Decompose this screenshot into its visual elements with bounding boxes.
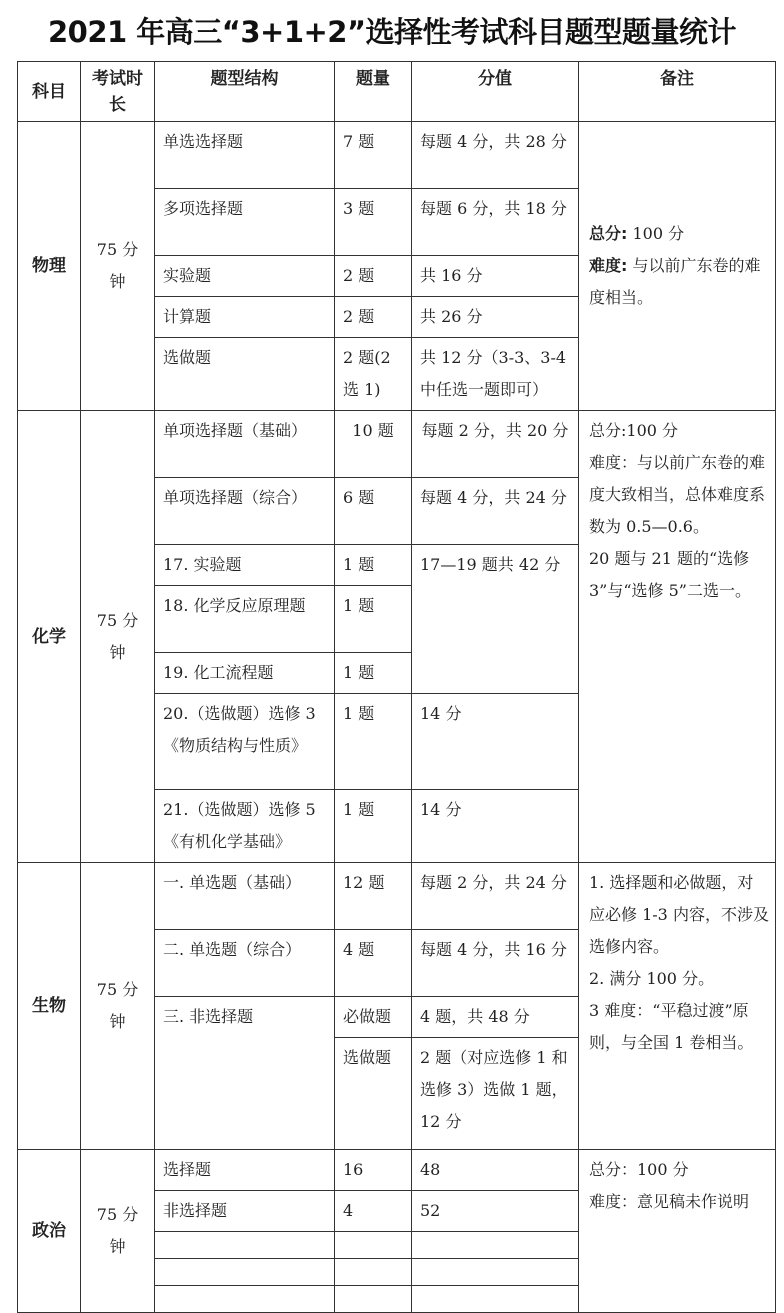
- total-value: 100 分: [627, 224, 685, 243]
- question-score: 2 题（对应选修 1 和选修 3）选做 1 题，12 分: [412, 1038, 579, 1150]
- question-count: 1 题: [335, 586, 412, 653]
- question-count: 7 题: [335, 122, 412, 189]
- notes-politics: [579, 1150, 776, 1313]
- question-score: 共 26 分: [412, 297, 579, 338]
- question-score: 48: [412, 1150, 579, 1191]
- notes-biology: [579, 863, 776, 1150]
- question-type: 二. 单选题（综合）: [155, 930, 335, 997]
- difficulty-value: 与以前广东卷的难度相当。: [589, 256, 761, 307]
- question-count: 2 题(2选 1): [335, 338, 412, 411]
- question-count: 4: [335, 1191, 412, 1232]
- question-score: 14 分: [412, 694, 579, 790]
- header-score: 分值: [412, 62, 579, 122]
- header-row: [18, 62, 776, 122]
- question-type: 一. 单选题（基础）: [155, 863, 335, 930]
- notes-text: 总分：100 分 难度：意见稿未作说明: [589, 1160, 750, 1211]
- question-count: 1 题: [335, 653, 412, 694]
- question-count: 1 题: [335, 694, 412, 790]
- notes-text: 1. 选择题和必做题，对应必修 1-3 内容，不涉及选修内容。 2. 满分 100 分。 3 难度：“平稳过渡”原则，与全国 1 卷相当。: [589, 873, 769, 1052]
- notes-chemistry: [579, 411, 776, 863]
- question-count: 10 题: [335, 411, 412, 478]
- question-type: 选择题: [155, 1150, 335, 1191]
- header-count: 题量: [335, 62, 412, 122]
- question-score: 每题 2 分，共 20 分: [412, 411, 579, 478]
- header-notes: 备注: [579, 62, 776, 122]
- question-type: 19. 化工流程题: [155, 653, 335, 694]
- table-row: [18, 863, 776, 930]
- question-type: 单项选择题（基础）: [155, 411, 335, 478]
- header-subject: 科目: [18, 62, 81, 122]
- header-duration: 考试时长: [81, 62, 155, 122]
- question-type: 多项选择题: [155, 189, 335, 256]
- question-count: 2 题: [335, 256, 412, 297]
- question-score: 共 16 分: [412, 256, 579, 297]
- exam-stats-table: [17, 61, 776, 1313]
- empty-cell: [412, 1232, 579, 1259]
- question-type: 非选择题: [155, 1191, 335, 1232]
- empty-cell: [155, 1259, 335, 1286]
- empty-cell: [335, 1259, 412, 1286]
- question-type: 三. 非选择题: [155, 997, 335, 1150]
- subject-chemistry: 化学: [18, 411, 81, 863]
- question-count: 6 题: [335, 478, 412, 545]
- question-count: 3 题: [335, 189, 412, 256]
- header-structure: 题型结构: [155, 62, 335, 122]
- question-type: 17. 实验题: [155, 545, 335, 586]
- subject-physics: 物理: [18, 122, 81, 411]
- question-type: 选做题: [155, 338, 335, 411]
- page-title: 2021 年高三“3+1+2”选择性考试科目题型题量统计: [47, 15, 737, 49]
- empty-cell: [335, 1286, 412, 1313]
- empty-cell: [335, 1232, 412, 1259]
- empty-cell: [155, 1286, 335, 1313]
- question-count: 1 题: [335, 790, 412, 863]
- notes-physics: [579, 122, 776, 411]
- question-score: 52: [412, 1191, 579, 1232]
- question-count: 4 题: [335, 930, 412, 997]
- question-score: 14 分: [412, 790, 579, 863]
- question-score: 每题 6 分，共 18 分: [412, 189, 579, 256]
- duration-biology: 75 分钟: [81, 863, 155, 1150]
- question-count: 16: [335, 1150, 412, 1191]
- question-score: 17—19 题共 42 分: [412, 545, 579, 694]
- question-score: 4 题，共 48 分: [412, 997, 579, 1038]
- total-label: 总分:: [589, 224, 628, 243]
- question-type: 计算题: [155, 297, 335, 338]
- table-row: [18, 411, 776, 478]
- question-count: 选做题: [335, 1038, 412, 1150]
- question-score: 每题 4 分，共 28 分: [412, 122, 579, 189]
- question-count: 2 题: [335, 297, 412, 338]
- question-type: 单项选择题（综合）: [155, 478, 335, 545]
- question-type: 20.（选做题）选修 3《物质结构与性质》: [155, 694, 335, 790]
- question-score: 每题 4 分，共 16 分: [412, 930, 579, 997]
- question-count: 12 题: [335, 863, 412, 930]
- duration-physics: 75 分钟: [81, 122, 155, 411]
- empty-cell: [412, 1286, 579, 1313]
- question-type: 21.（选做题）选修 5《有机化学基础》: [155, 790, 335, 863]
- subject-politics: 政治: [18, 1150, 81, 1313]
- question-count: 1 题: [335, 545, 412, 586]
- question-type: 单选选择题: [155, 122, 335, 189]
- question-type: 实验题: [155, 256, 335, 297]
- difficulty-label: 难度:: [589, 256, 628, 275]
- question-type: 18. 化学反应原理题: [155, 586, 335, 653]
- table-row: [18, 122, 776, 189]
- subject-biology: 生物: [18, 863, 81, 1150]
- empty-cell: [155, 1232, 335, 1259]
- question-score: 共 12 分（3-3、3-4 中任选一题即可）: [412, 338, 579, 411]
- empty-cell: [412, 1259, 579, 1286]
- duration-chemistry: 75 分钟: [81, 411, 155, 863]
- question-count: 必做题: [335, 997, 412, 1038]
- question-score: 每题 2 分，共 24 分: [412, 863, 579, 930]
- table-row: [18, 1150, 776, 1191]
- notes-text: 总分:100 分 难度：与以前广东卷的难度大致相当，总体难度系数为 0.5—0.6。 20 题与 21 题的“选修 3”与“选修 5”二选一。: [589, 421, 766, 600]
- question-score: 每题 4 分，共 24 分: [412, 478, 579, 545]
- duration-politics: 75 分钟: [81, 1150, 155, 1313]
